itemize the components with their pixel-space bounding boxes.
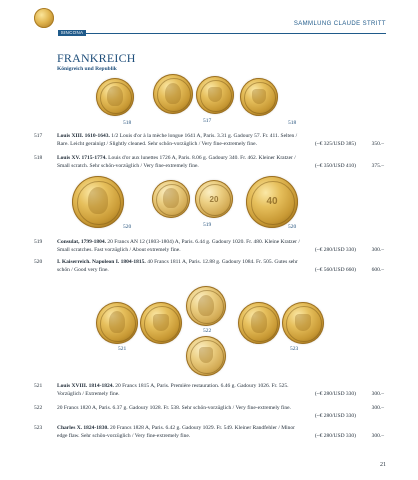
lot-entry-517 — [34, 132, 384, 148]
lot-description-cont: schön / Good very fine. — [57, 267, 109, 273]
coin-label: 523 — [290, 346, 299, 352]
lot-ruler: Louis XVIII. 1814-1824. — [57, 383, 114, 389]
lot-price: 300.– — [371, 391, 384, 397]
lot-estimate-ref: (~€ 280/USD 330) — [314, 247, 356, 253]
lot-description-cont: Vorzüglich / Extremely fine. — [57, 391, 120, 397]
lot-number: 522 — [34, 405, 43, 411]
lot-ruler: I. Kaiserreich. Napoleon I. 1804-1815. — [57, 259, 146, 265]
lot-entry-518 — [34, 154, 384, 170]
lot-estimate-ref: (~€ 280/USD 330) — [314, 391, 356, 397]
coin-image-519-obverse — [152, 180, 190, 218]
lot-description: 40 Francs 1811 A, Paris. 12.88 g. Gadoury 1084. Fr. 505. Gutes sehr — [147, 259, 298, 265]
lot-entry-522 — [34, 404, 384, 412]
coin-label: 519 — [203, 222, 212, 228]
coin-label: 522 — [203, 328, 212, 334]
lot-description: 20 Francs 1815 A, Paris. Première restauration. 6.46 g. Gadoury 1026. Fr. 525. — [115, 383, 289, 389]
coin-label: 518 — [123, 120, 132, 126]
coin-label: 518 — [288, 120, 297, 126]
lot-number: 518 — [34, 155, 43, 161]
lot-description: 20 Francs 1828 A, Paris. 6.42 g. Gadoury 1029. Fr. 549. Kleiner Randfehler / Minor — [110, 425, 296, 431]
lot-ruler: Louis XV. 1715-1774. — [57, 155, 107, 161]
section-title: FRANKREICH — [57, 51, 136, 65]
lot-description-cont: Small scratch. Sehr schön-vorzüglich / Very fine-extremely fine. — [57, 163, 199, 169]
lot-number: 517 — [34, 133, 43, 139]
lot-ruler: Consulat, 1799-1804. — [57, 239, 107, 245]
lot-entry-519 — [34, 238, 384, 254]
page-number: 21 — [380, 462, 386, 468]
lot-number: 521 — [34, 383, 43, 389]
lot-estimate-ref: (~€ 280/USD 330) — [314, 433, 356, 439]
lot-entry-523 — [34, 424, 384, 440]
lot-number: 520 — [34, 259, 43, 265]
coin-image-517-obverse — [153, 74, 193, 114]
coin-value-text: 40 — [266, 195, 278, 207]
lot-ruler: Louis XIII. 1610-1643. — [57, 133, 110, 139]
header-rule — [86, 33, 386, 34]
coin-label: 521 — [118, 346, 127, 352]
section-subtitle: Königreich und Republik — [57, 66, 117, 72]
lot-price: 350.– — [371, 141, 384, 147]
coin-image-518-reverse — [240, 78, 278, 116]
lot-estimate-ref: (~€ 280/USD 330) — [314, 413, 356, 419]
lot-description: 1/2 Louis d'or à la mèche longue 1641 A, Paris. 3.31 g. Gadoury 57. Fr. 411. Selten / — [111, 133, 298, 139]
coin-image-522-obverse — [186, 286, 226, 326]
coin-label: 520 — [123, 224, 132, 230]
lot-description-cont: Rare. Leicht gerainigt / Slightly cleaned. Sehr schön-vorzüglich / Very fine-extremely fine. — [57, 141, 257, 147]
coin-image-519-reverse — [195, 180, 233, 218]
lot-price: 300.– — [371, 405, 384, 411]
coin-image-523-obverse — [238, 302, 280, 344]
collection-title: SAMMLUNG CLAUDE STRITT — [293, 21, 386, 27]
coin-image-518-obverse — [96, 78, 134, 116]
lot-number: 519 — [34, 239, 43, 245]
lot-description: Louis d'or aux lunettes 1726 A, Paris. 8.06 g. Gadoury 340. Fr. 462. Kleiner Kratzer / — [108, 155, 296, 161]
coin-image-521-obverse — [96, 302, 138, 344]
coin-value-text: 20 — [209, 195, 219, 205]
coin-image-523-reverse — [282, 302, 324, 344]
lot-entry-522-ref — [34, 412, 384, 420]
lot-price: 300.– — [371, 433, 384, 439]
lot-description: 20 Francs AN 12 (1803-1804) A, Paris. 6.44 g. Gadoury 1020. Fr. 480. Kleine Kratzer / — [107, 239, 300, 245]
coin-image-520-reverse — [246, 176, 298, 228]
lot-estimate-ref: (~€ 350/USD 410) — [314, 163, 356, 169]
coin-image-521-reverse — [140, 302, 182, 344]
coin-image-520-obverse — [72, 176, 124, 228]
coin-label: 517 — [203, 118, 212, 124]
coin-image-517-reverse — [196, 76, 234, 114]
lot-price: 375.– — [371, 163, 384, 169]
lot-price: 300.– — [371, 247, 384, 253]
lot-estimate-ref: (~€ 325/USD 385) — [314, 141, 356, 147]
lot-ruler: Charles X. 1824-1830. — [57, 425, 109, 431]
page-header — [0, 0, 418, 38]
lot-estimate-ref: (~€ 560/USD 660) — [314, 267, 356, 273]
brand-label: SINCONA — [58, 30, 86, 36]
lot-price: 600.– — [371, 267, 384, 273]
coin-image-522-reverse — [186, 336, 226, 376]
lot-description: 20 Francs 1820 A, Paris. 6.37 g. Gadoury 1028. Fr. 538. Sehr schön-vorzüglich / Very fine-extremely fine. — [57, 405, 291, 411]
lot-entry-521 — [34, 382, 384, 398]
lot-number: 523 — [34, 425, 43, 431]
lot-description-cont: edge flaw. Sehr schön-vorzüglich / Very fine-extremely fine. — [57, 433, 191, 439]
sincona-logo-coin-icon — [34, 8, 54, 28]
lot-description-cont: Small scratches. Fast vorzüglich / About extremely fine. — [57, 247, 181, 253]
coin-label: 520 — [288, 224, 297, 230]
lot-entry-520 — [34, 258, 384, 274]
